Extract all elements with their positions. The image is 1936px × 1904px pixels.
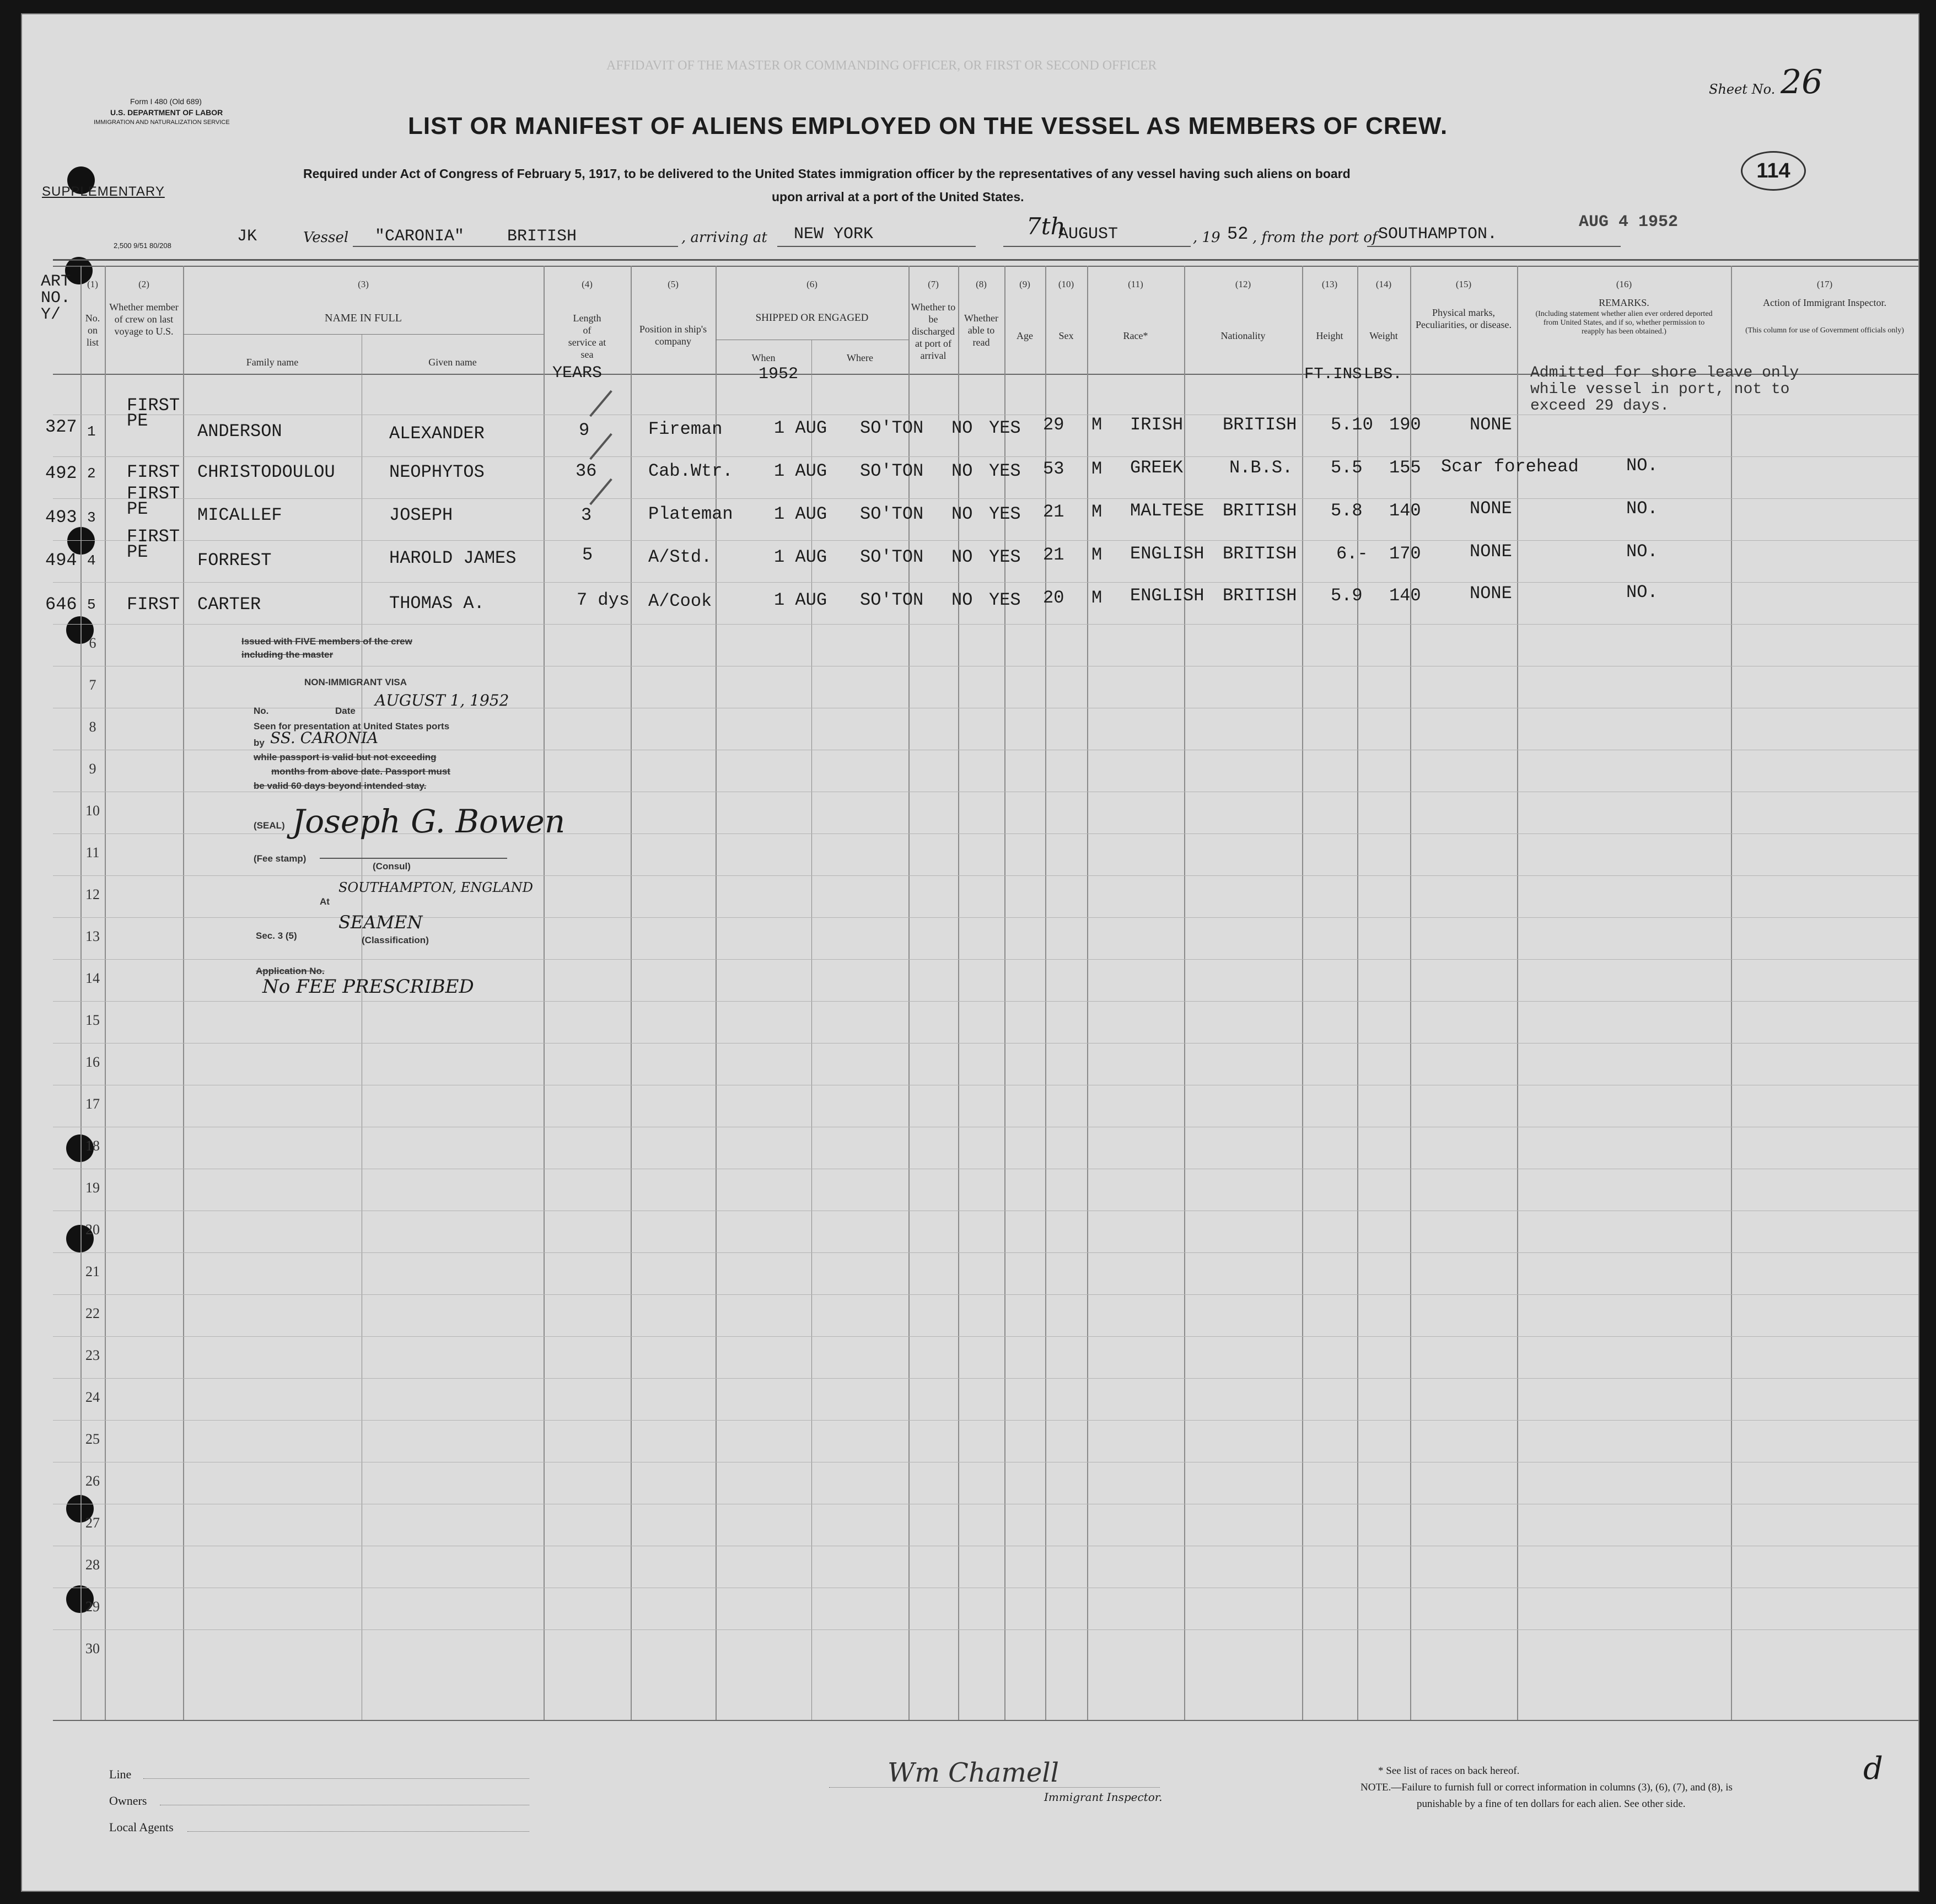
nationality: BRITISH bbox=[1223, 501, 1297, 521]
physical-marks: NONE bbox=[1470, 415, 1512, 435]
consul-signature: Joseph G. Bowen bbox=[292, 803, 566, 840]
header-col7: Whether to be discharged at port of arrival bbox=[911, 302, 956, 361]
race: MALTESE bbox=[1130, 501, 1204, 521]
able-to-read: YES bbox=[989, 547, 1021, 567]
shipped-where: SO'TON bbox=[860, 418, 924, 438]
shipped-where: SO'TON bbox=[860, 461, 924, 481]
arrival-year: 52 bbox=[1227, 224, 1249, 244]
header-col17-sub: (This column for use of Government officials only) bbox=[1745, 326, 1904, 335]
visa-sec-label: Sec. 3 (5) bbox=[256, 931, 297, 941]
visa-date: AUGUST 1, 1952 bbox=[375, 691, 509, 709]
sex: M bbox=[1091, 459, 1103, 479]
physical-marks: NONE bbox=[1470, 583, 1512, 604]
shipped-when: 1 AUG bbox=[774, 461, 827, 481]
height: 5.5 bbox=[1331, 458, 1363, 478]
shipped-when: 1 AUG bbox=[774, 504, 827, 524]
art-number: 493 bbox=[45, 507, 77, 528]
header-col3-num: (3) bbox=[358, 279, 369, 289]
header-col16-num: (16) bbox=[1616, 279, 1632, 289]
nationality: BRITISH bbox=[1223, 415, 1297, 435]
physical-marks: Scar forehead bbox=[1441, 456, 1579, 477]
header-col17-num: (17) bbox=[1816, 279, 1833, 289]
position: Cab.Wtr. bbox=[648, 461, 733, 481]
date-stamp: AUG 4 1952 bbox=[1579, 213, 1679, 232]
art-number: 327 bbox=[45, 417, 77, 437]
list-number: 5 bbox=[87, 596, 96, 613]
header-col5: Position in ship's company bbox=[639, 324, 707, 347]
row-number: 18 bbox=[85, 1138, 100, 1154]
header-col13: Height bbox=[1316, 330, 1343, 341]
family-name: ANDERSON bbox=[197, 421, 282, 442]
service-length: 36 bbox=[576, 461, 597, 481]
vessel-name: "CARONIA" bbox=[375, 227, 465, 246]
footer-initial: d bbox=[1863, 1751, 1883, 1787]
header-col16: REMARKS. bbox=[1599, 297, 1649, 308]
from-port-label: , from the port of bbox=[1252, 229, 1378, 246]
header-col4-unit: YEARS bbox=[552, 364, 603, 383]
header-col12-num: (12) bbox=[1235, 279, 1251, 289]
header-col9: Age bbox=[1017, 330, 1033, 341]
header-col2-num: (2) bbox=[138, 279, 149, 289]
family-name: MICALLEF bbox=[197, 505, 282, 525]
weight: 155 bbox=[1389, 458, 1421, 478]
row-number: 7 bbox=[89, 677, 96, 693]
header-col7-num: (7) bbox=[928, 279, 939, 289]
row-number: 11 bbox=[85, 845, 100, 860]
last-voyage: FIRST bbox=[127, 594, 180, 615]
header-col5-num: (5) bbox=[668, 279, 679, 289]
sex: M bbox=[1091, 545, 1103, 565]
art-number: 492 bbox=[45, 463, 77, 483]
row-number: 16 bbox=[85, 1054, 100, 1070]
shipped-where: SO'TON bbox=[860, 590, 924, 610]
able-to-read: YES bbox=[989, 504, 1021, 524]
able-to-read: YES bbox=[989, 461, 1021, 481]
header-col15: Physical marks, Peculiarities, or disease. bbox=[1416, 307, 1512, 330]
visa-fee-note: No FEE PRESCRIBED bbox=[262, 976, 474, 998]
remarks: NO. bbox=[1626, 455, 1658, 476]
age: 21 bbox=[1043, 502, 1064, 522]
row-number: 12 bbox=[85, 886, 100, 902]
circled-number-text: 114 bbox=[1756, 159, 1790, 182]
arrival-day: 7th bbox=[1026, 213, 1066, 240]
arrival-port: NEW YORK bbox=[794, 225, 874, 244]
able-to-read: YES bbox=[989, 418, 1021, 438]
header-col4: Length of service at sea bbox=[568, 313, 606, 360]
race: ENGLISH bbox=[1130, 544, 1204, 564]
voyage-prefix: JK bbox=[237, 227, 257, 246]
given-name: THOMAS A. bbox=[389, 593, 485, 614]
visa-valid-line3: be valid 60 days beyond intended stay. bbox=[254, 781, 427, 791]
discharged: NO bbox=[951, 461, 973, 481]
footer-note-line1: NOTE.—Failure to furnish full or correct information in columns (3), (6), (7), and (8), is bbox=[1360, 1782, 1733, 1793]
weight: 170 bbox=[1389, 544, 1421, 564]
header-col3: NAME IN FULL bbox=[325, 312, 402, 324]
remarks: NO. bbox=[1626, 498, 1658, 519]
form-title: LIST OR MANIFEST OF ALIENS EMPLOYED ON THE VESSEL AS MEMBERS OF CREW. bbox=[408, 112, 1448, 139]
header-col4-num: (4) bbox=[582, 279, 593, 289]
visa-issued-line: Issued with FIVE members of the crew including the master bbox=[241, 636, 412, 660]
shipped-when: 1 AUG bbox=[774, 418, 827, 438]
races-note: * See list of races on back hereof. bbox=[1378, 1765, 1520, 1777]
last-voyage: FIRST PE bbox=[127, 483, 180, 519]
able-to-read: YES bbox=[989, 590, 1021, 610]
visa-by-label: by bbox=[254, 738, 265, 748]
art-number: 494 bbox=[45, 550, 77, 571]
row-number: 8 bbox=[89, 719, 96, 735]
weight: 140 bbox=[1389, 501, 1421, 521]
header-family-name: Family name bbox=[246, 357, 299, 368]
inspector-signature: Wm Chamell bbox=[888, 1757, 1059, 1788]
race: GREEK bbox=[1130, 458, 1184, 478]
age: 20 bbox=[1043, 588, 1064, 608]
given-name: NEOPHYTOS bbox=[389, 462, 485, 482]
header-col6-num: (6) bbox=[806, 279, 818, 289]
last-voyage: FIRST PE bbox=[127, 526, 180, 562]
remarks: NO. bbox=[1626, 582, 1658, 603]
arriving-label: , arriving at bbox=[681, 229, 767, 246]
sex: M bbox=[1091, 588, 1103, 608]
row-number: 15 bbox=[85, 1012, 100, 1028]
given-name: JOSEPH bbox=[389, 505, 453, 525]
age: 53 bbox=[1043, 459, 1064, 479]
last-voyage: FIRST bbox=[127, 462, 180, 482]
footer-note-line2: punishable by a fine of ten dollars for each alien. See other side. bbox=[1417, 1798, 1686, 1810]
service-length: 7 dys bbox=[577, 590, 630, 610]
row-number: 6 bbox=[89, 635, 96, 651]
header-where: Where bbox=[847, 352, 873, 363]
row-number: 25 bbox=[85, 1431, 100, 1447]
visa-at-label: At bbox=[320, 896, 330, 907]
faint-affidavit-header: AFFIDAVIT OF THE MASTER OR COMMANDING OFFICER, OR FIRST OR SECOND OFFICER bbox=[606, 58, 1157, 73]
header-col16-sub: (Including statement whether alien ever ordered deported from United States, and if so, whether permission to reapply has been obtained.) bbox=[1535, 310, 1713, 336]
nationality: N.B.S. bbox=[1229, 458, 1293, 478]
header-col14-num: (14) bbox=[1375, 279, 1392, 289]
row-number: 27 bbox=[85, 1515, 100, 1531]
weight: 140 bbox=[1389, 585, 1421, 606]
row-number: 22 bbox=[85, 1305, 100, 1321]
nationality: BRITISH bbox=[1223, 585, 1297, 606]
footer-agents-label: Local Agents bbox=[109, 1820, 174, 1834]
row-number: 9 bbox=[89, 761, 96, 777]
header-col14: Weight bbox=[1369, 330, 1398, 341]
header-col1: No. on list bbox=[85, 313, 100, 348]
visa-title: NON-IMMIGRANT VISA bbox=[304, 677, 407, 687]
discharged: NO bbox=[951, 547, 973, 567]
header-given-name: Given name bbox=[428, 357, 477, 368]
height: 5.9 bbox=[1331, 585, 1363, 606]
inspector-label: Immigrant Inspector. bbox=[1044, 1790, 1163, 1804]
row-number: 13 bbox=[85, 928, 100, 944]
row-number: 17 bbox=[85, 1096, 100, 1112]
art-number: 646 bbox=[45, 594, 77, 615]
header-col15-num: (15) bbox=[1455, 279, 1472, 289]
arrival-month: AUGUST bbox=[1058, 225, 1118, 244]
list-number: 4 bbox=[87, 552, 96, 569]
family-name: FORREST bbox=[197, 550, 272, 571]
header-col10: Sex bbox=[1058, 330, 1074, 341]
row-number: 10 bbox=[85, 803, 100, 819]
sex: M bbox=[1091, 415, 1103, 435]
height: 5.8 bbox=[1331, 501, 1363, 521]
last-voyage: FIRST PE bbox=[127, 395, 180, 431]
physical-marks: NONE bbox=[1470, 541, 1512, 562]
supplementary-label: SUPPLEMENTARY bbox=[42, 184, 165, 199]
given-name: HAROLD JAMES bbox=[389, 548, 517, 568]
header-col12: Nationality bbox=[1220, 330, 1266, 341]
visa-valid-line1: while passport is valid but not exceeding bbox=[254, 752, 437, 762]
race: ENGLISH bbox=[1130, 585, 1204, 606]
height: 5.10 bbox=[1331, 415, 1373, 435]
visa-date-label: Date bbox=[335, 706, 356, 716]
height: 6.- bbox=[1336, 544, 1368, 564]
vessel-label: Vessel bbox=[303, 229, 349, 246]
row-number: 23 bbox=[85, 1347, 100, 1363]
list-number: 1 bbox=[87, 423, 96, 440]
header-when-year: 1952 bbox=[759, 365, 799, 384]
shipped-when: 1 AUG bbox=[774, 590, 827, 610]
header-col13-unit: FT.INS bbox=[1304, 365, 1362, 383]
visa-classification-label: (Classification) bbox=[362, 935, 429, 945]
service-length: 9 bbox=[579, 420, 590, 440]
row-number: 28 bbox=[85, 1557, 100, 1573]
row-number: 21 bbox=[85, 1263, 100, 1279]
header-col14-unit: LBS. bbox=[1364, 365, 1402, 383]
visa-seal: (SEAL) bbox=[254, 820, 285, 831]
discharged: NO bbox=[951, 418, 973, 438]
visa-application-label: Application No. bbox=[256, 966, 325, 976]
header-col8-num: (8) bbox=[976, 279, 987, 289]
row-number: 26 bbox=[85, 1473, 100, 1489]
race: IRISH bbox=[1130, 415, 1184, 435]
manifest-sheet bbox=[21, 13, 1919, 1892]
list-number: 2 bbox=[87, 465, 96, 482]
visa-valid-line2: months from above date. Passport must bbox=[271, 766, 450, 777]
header-col6: SHIPPED OR ENGAGED bbox=[755, 312, 869, 324]
visa-fee-stamp: (Fee stamp) bbox=[254, 853, 306, 864]
row-number: 14 bbox=[85, 970, 100, 986]
visa-no-label: No. bbox=[254, 706, 269, 716]
position: Fireman bbox=[648, 419, 723, 439]
family-name: CARTER bbox=[197, 594, 261, 615]
header-col11-num: (11) bbox=[1128, 279, 1143, 289]
position: A/Cook bbox=[648, 591, 712, 611]
discharged: NO bbox=[951, 590, 973, 610]
nationality: BRITISH bbox=[1223, 544, 1297, 564]
footer-line-label: Line bbox=[109, 1767, 132, 1781]
print-code: 2,500 9/51 80/208 bbox=[114, 241, 171, 250]
visa-by-value: SS. CARONIA bbox=[270, 729, 379, 747]
header-col9-num: (9) bbox=[1019, 279, 1030, 289]
header-col17: Action of Immigrant Inspector. bbox=[1763, 297, 1886, 308]
form-subtitle-line1: Required under Act of Congress of February 5, 1917, to be delivered to the United States immigration officer by the representatives of any vessel having such aliens on board bbox=[303, 166, 1351, 181]
service-name: IMMIGRATION AND NATURALIZATION SERVICE bbox=[94, 119, 230, 126]
shipped-where: SO'TON bbox=[860, 504, 924, 524]
position: A/Std. bbox=[648, 547, 712, 567]
department-name: U.S. DEPARTMENT OF LABOR bbox=[110, 108, 223, 117]
header-col11: Race* bbox=[1123, 330, 1148, 341]
discharged: NO bbox=[951, 504, 973, 524]
vessel-flag: BRITISH bbox=[507, 227, 577, 246]
sheet-number: 26 bbox=[1781, 63, 1823, 101]
header-col13-num: (13) bbox=[1321, 279, 1338, 289]
visa-seen-line: Seen for presentation at United States ports bbox=[254, 721, 450, 732]
footer-owners-label: Owners bbox=[109, 1794, 147, 1808]
physical-marks: NONE bbox=[1470, 498, 1512, 519]
header-when: When bbox=[751, 352, 776, 363]
age: 21 bbox=[1043, 545, 1064, 565]
visa-at-value: SOUTHAMPTON, ENGLAND bbox=[338, 880, 533, 895]
header-col10-num: (10) bbox=[1058, 279, 1074, 289]
service-length: 3 bbox=[581, 505, 592, 525]
position: Plateman bbox=[648, 504, 733, 524]
sex: M bbox=[1091, 502, 1103, 522]
row-number: 29 bbox=[85, 1599, 100, 1615]
sheet-number-label: Sheet No. bbox=[1709, 82, 1776, 97]
header-art-no: ART NO. Y/ bbox=[41, 272, 71, 324]
row-number: 20 bbox=[85, 1222, 100, 1238]
shipped-when: 1 AUG bbox=[774, 547, 827, 567]
row-number: 19 bbox=[85, 1180, 100, 1196]
header-col8: Whether able to read bbox=[964, 313, 998, 348]
header-col2: Whether member of crew on last voyage to U.S. bbox=[109, 302, 179, 337]
visa-classification: SEAMEN bbox=[338, 912, 423, 933]
given-name: ALEXANDER bbox=[389, 423, 485, 444]
circled-number bbox=[1741, 151, 1806, 191]
family-name: CHRISTODOULOU bbox=[197, 462, 335, 482]
shore-leave-remark: Admitted for shore leave only while vessel in port, not to exceed 29 days. bbox=[1530, 364, 1799, 415]
list-number: 3 bbox=[87, 509, 96, 526]
from-port: SOUTHAMPTON. bbox=[1378, 225, 1498, 244]
consul-label: (Consul) bbox=[373, 861, 411, 872]
service-length: 5 bbox=[582, 545, 593, 565]
row-number: 30 bbox=[85, 1641, 100, 1656]
year-prefix: , 19 bbox=[1193, 229, 1220, 246]
shipped-where: SO'TON bbox=[860, 547, 924, 567]
remarks: NO. bbox=[1626, 541, 1658, 562]
form-subtitle-line2: upon arrival at a port of the United States. bbox=[772, 190, 1024, 204]
form-number: Form I 480 (Old 689) bbox=[130, 97, 202, 106]
row-number: 24 bbox=[85, 1389, 100, 1405]
header-col1-num: (1) bbox=[87, 279, 98, 289]
age: 29 bbox=[1043, 415, 1064, 435]
weight: 190 bbox=[1389, 415, 1421, 435]
